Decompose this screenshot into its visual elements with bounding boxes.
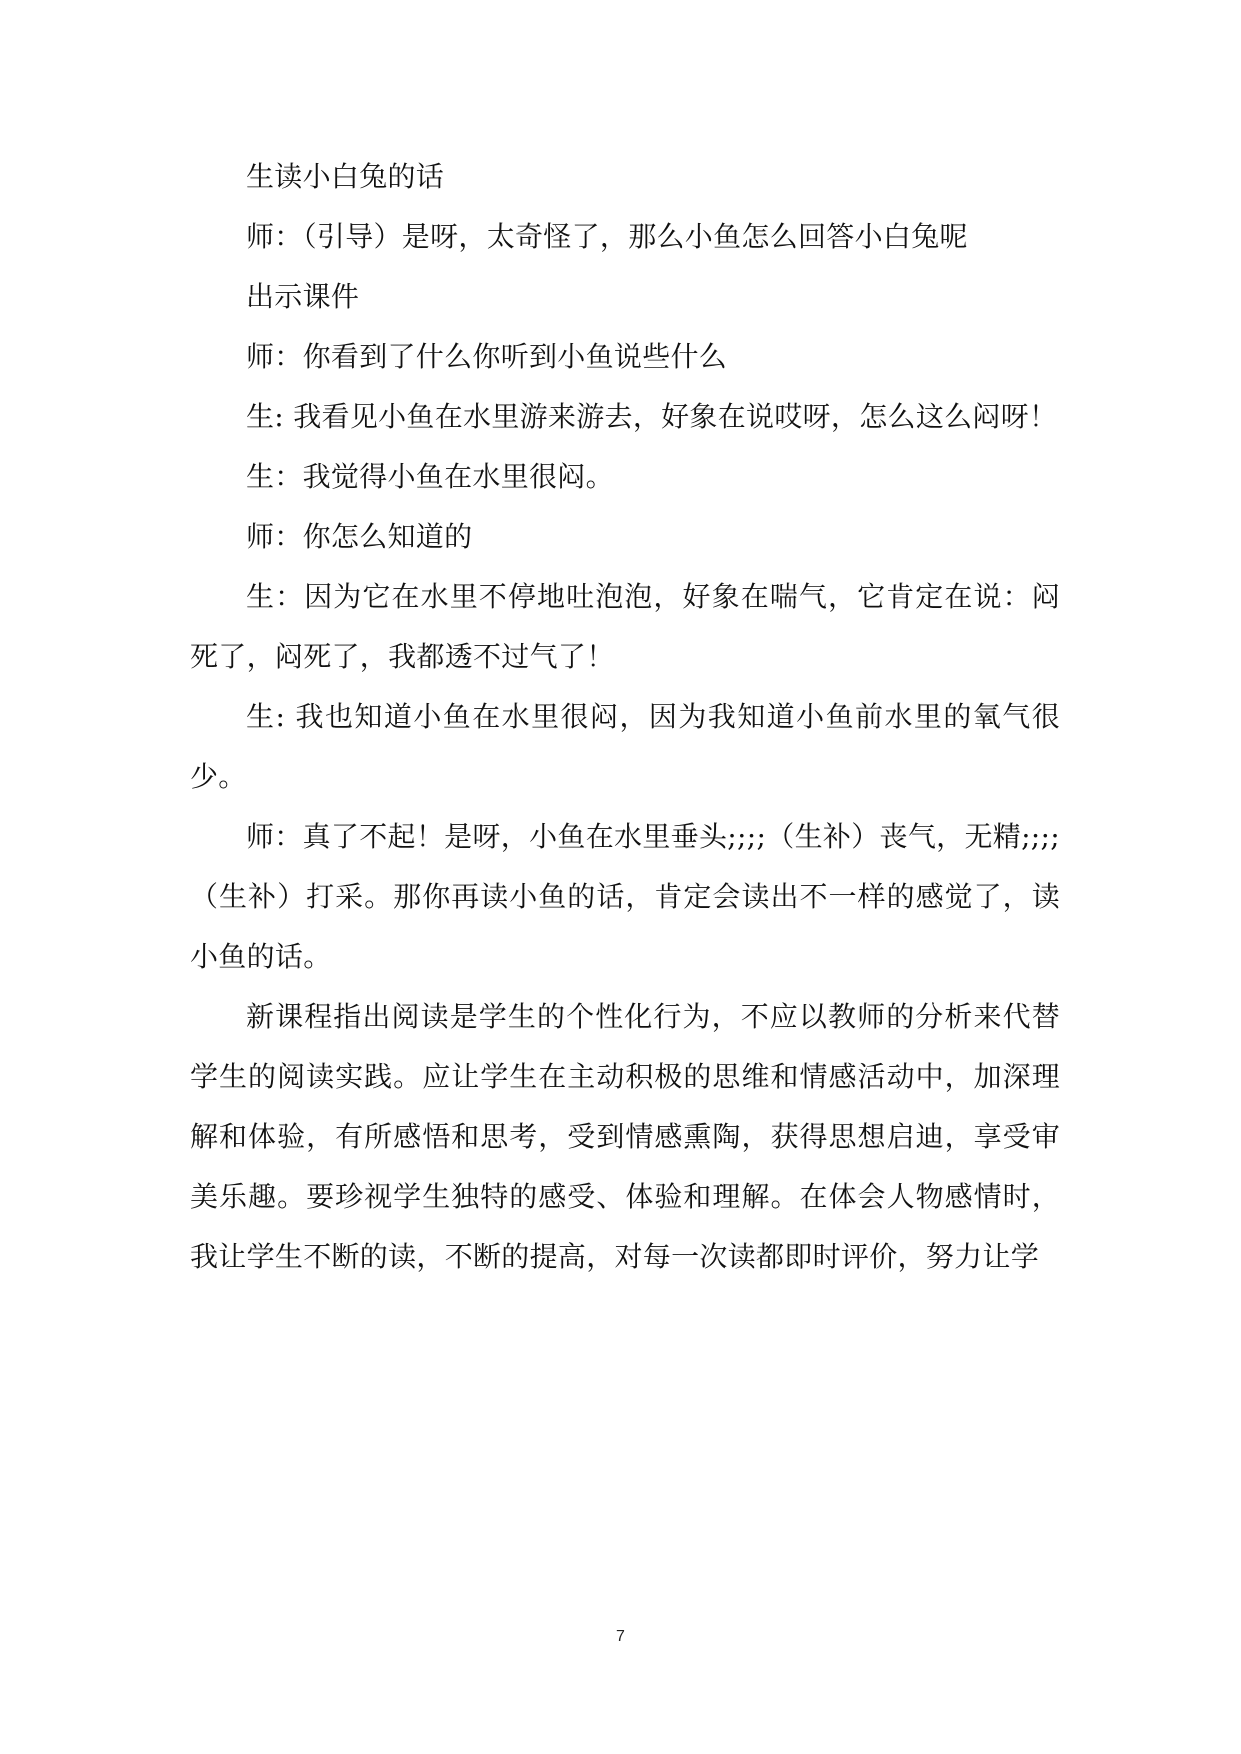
- paragraph-4: 师：你看到了什么你听到小鱼说些什么: [246, 340, 728, 373]
- body-text: [190, 147, 1060, 1287]
- paragraph-10: 师：真了不起！是呀，小鱼在水里垂头;;;;（生补）丧气，无精;;;;（生补）打采。那你再读小鱼的话，肯定会读出不一样的感觉了，读小鱼的话。: [190, 820, 1060, 973]
- paragraph-6: 生：我觉得小鱼在水里很闷。: [246, 460, 614, 493]
- paragraph-2: 师：（引导）是呀，太奇怪了，那么小鱼怎么回答小白兔呢: [246, 220, 968, 253]
- page-number: 7: [616, 1628, 625, 1645]
- paragraph-5: 生: 我看见小鱼在水里游来游去，好象在说哎呀，怎么这么闷呀！: [246, 400, 1058, 433]
- paragraph-8: 生：因为它在水里不停地吐泡泡，好象在喘气，它肯定在说：闷死了，闷死了，我都透不过气了！: [190, 580, 1060, 673]
- paragraph-7: 师：你怎么知道的: [246, 520, 473, 553]
- paragraph-11: 新课程指出阅读是学生的个性化行为，不应以教师的分析来代替学生的阅读实践。应让学生在主动积极的思维和情感活动中，加深理解和体验，有所感悟和思考，受到情感熏陶，获得思想启迪，享受审美乐趣。要珍视学生独特的感受、体验和理解。在体会人物感情时，我让学生不断的读，不断的提高，对每一次读都即时评价，努力让学: [190, 1000, 1060, 1273]
- paragraph-9: 生: 我也知道小鱼在水里很闷，因为我知道小鱼前水里的氧气很少。: [190, 700, 1060, 793]
- paragraph-3: 出示课件: [246, 280, 360, 313]
- paragraph-1: 生读小白兔的话: [246, 160, 445, 193]
